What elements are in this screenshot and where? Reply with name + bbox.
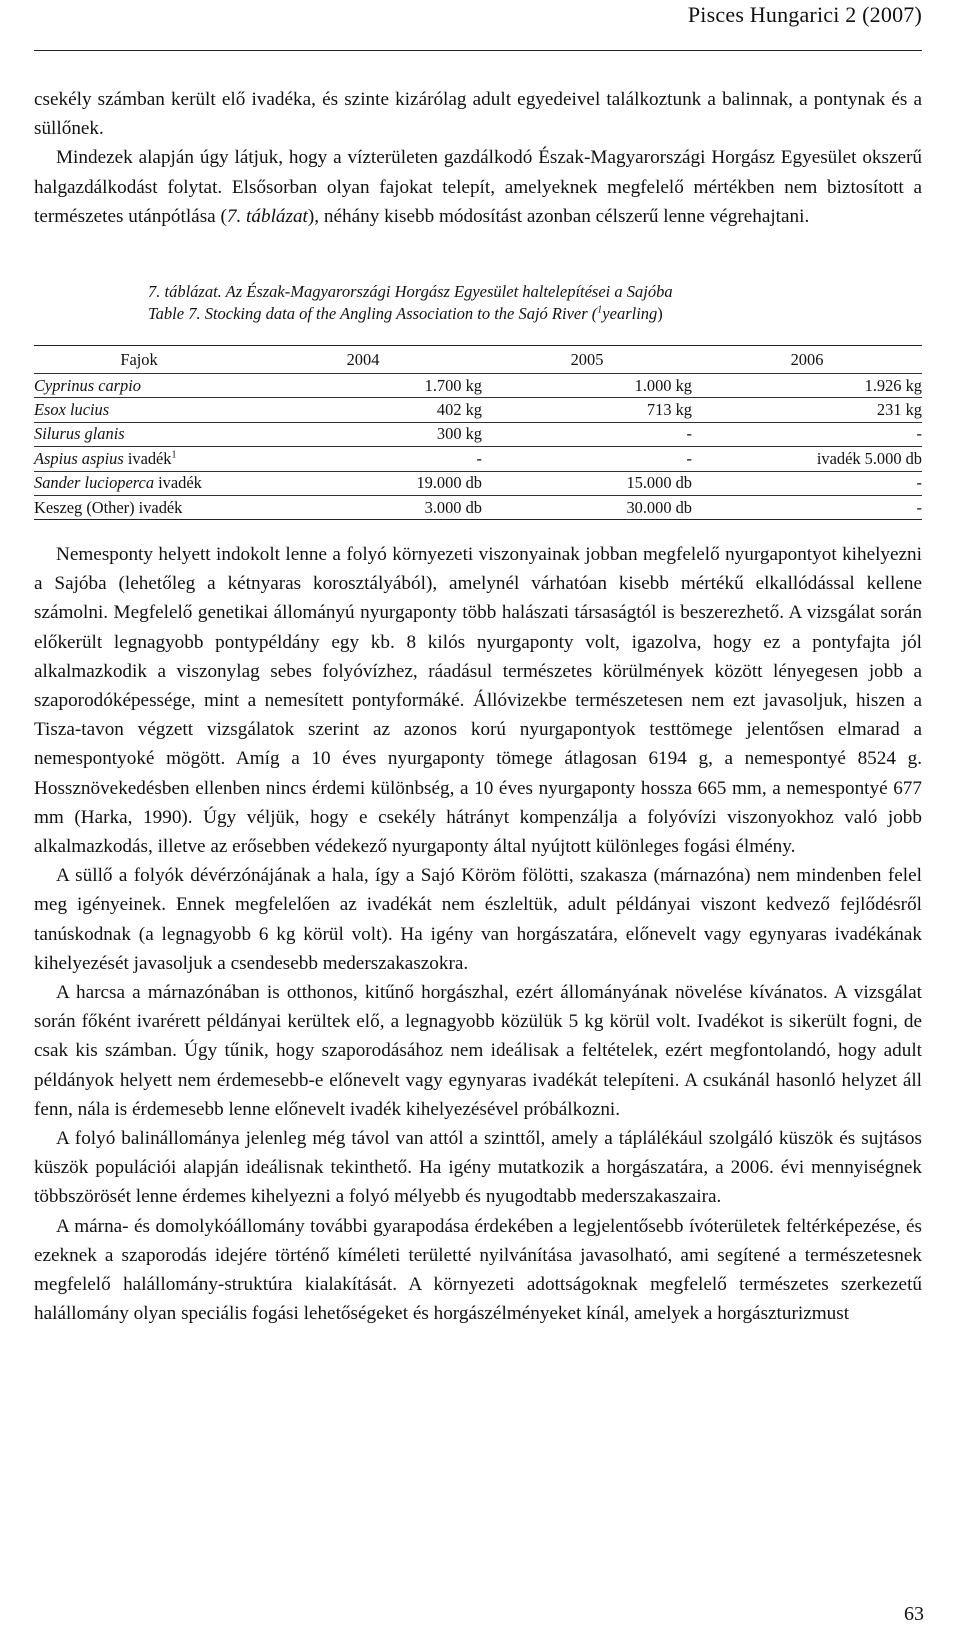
header-2004: 2004 bbox=[244, 346, 482, 374]
species-cell bbox=[34, 374, 244, 398]
species-name: Esox lucius bbox=[34, 400, 110, 420]
species-name: Sander lucioperca bbox=[34, 473, 155, 493]
value-2005: 713 kg bbox=[482, 398, 692, 422]
header-2006: 2006 bbox=[692, 346, 922, 374]
value-2004: 300 kg bbox=[244, 422, 482, 446]
species-cell bbox=[34, 495, 244, 519]
species-cell bbox=[34, 447, 244, 471]
header-species: Fajok bbox=[34, 346, 244, 374]
value-2004: 3.000 db bbox=[424, 497, 482, 517]
table-row bbox=[34, 422, 922, 446]
value-2006: - bbox=[692, 471, 922, 495]
intro-paragraph-2 bbox=[34, 143, 922, 231]
value-2006: - bbox=[692, 422, 922, 446]
value-2005: 1.000 kg bbox=[482, 374, 692, 398]
table-row bbox=[34, 374, 922, 398]
species-cell bbox=[34, 422, 244, 446]
species-cell bbox=[34, 471, 244, 495]
table-row bbox=[34, 471, 922, 495]
caption-en-yearling: yearling bbox=[602, 304, 658, 323]
species-name: Aspius aspius bbox=[34, 448, 124, 468]
main-text bbox=[34, 540, 922, 1328]
value-2006: - bbox=[916, 497, 922, 517]
species-suffix: Keszeg (Other) ivadék bbox=[34, 497, 183, 517]
value-2005: 15.000 db bbox=[482, 471, 692, 495]
intro-paragraph-2-text-a: Mindezek alapján úgy látjuk, hogy a vízterületen gazdálkodó Észak-Magyarországi Horgász Egyesület okszerű halgazdálkodást folytat. Elsősorban olyan fajokat telepít, amelyeknek megfelelő mértékben nem biztosított a természetes utánpótlása ( bbox=[34, 147, 922, 227]
species-superscript: 1 bbox=[171, 449, 177, 461]
table-header-row bbox=[34, 346, 922, 374]
species-suffix: ivadék bbox=[123, 448, 172, 468]
paragraph-harcsa: A harcsa a márnazónában is otthonos, kitűnő horgászhal, ezért állományának növelése kívánatos. A vizsgálat során főként ivarérett példányai kerültek elő, a legnagyobb közülük 5 kg körül volt. Ivadékot is sikerült fogni, de csak kis számban. Úgy tűnik, hogy szaporodásához nem ideálisak a feltételek, ezért megfontolandó, hogy adult példányok helyett nem érdemesebb-e előnevelt vagy egynyaras ivadékát telepíteni. A csukánál hasonló helyzet áll fenn, nála is érdemesebb lenne előnevelt ivadék kihelyezésével próbálkozni. bbox=[34, 982, 922, 1120]
value-2004: 19.000 db bbox=[244, 471, 482, 495]
page-number: 63 bbox=[904, 1603, 924, 1625]
paragraph-nyurgaponty: Nemesponty helyett indokolt lenne a folyó környezeti viszonyainak jobban megfelelő nyurgapontyot kihelyezni a Sajóba (lehetőleg a kétnyaras korosztályából), amelynél várhatóan kisebb mértékű elkallódással kellene számolni. Megfelelő genetikai állományú nyurgaponty több halászati társaságtól is beszerezhető. A vizsgálat során előkerült legnagyobb pontypéldány egy kb. 8 kilós nyurgaponty volt, igazolva, hogy ez a pontyfajta jól alkalmazkodik a viszonylag sebes folyóvízhez, ráadásul természetes körülmények között lényegesen jobb a szaporodóképessége, mint a nemesített pontyformáké. Állóvizekbe természetesen nem ezt javasoljuk, hiszen a Tisza-tavon végzett vizsgálatok szerint az azonos korú nyurgapontyok testtömege jelentősen elmarad a nemespontyoké mögött. Amíg a 10 éves nyurgaponty tömege átlagosan 6194 g, a nemespontyé 8524 g. Hossznövekedésben ellenben nincs érdemi különbség, a 10 éves nyurgaponty hossza 665 mm, a nemespontyé 677 mm (Harka, 1990). Úgy véljük, hogy e csekély hátrányt kompenzálja a folyóvízi viszonyokhoz való jobb alkalmazkodás, illetve az erősebben védekező nyurgaponty által nyújtott különleges fogási élmény. bbox=[34, 544, 922, 858]
value-2004: - bbox=[244, 447, 482, 471]
value-2005: 30.000 db bbox=[626, 497, 692, 517]
running-head: Pisces Hungarici 2 (2007) bbox=[687, 2, 922, 27]
intro-paragraph-2-text-b: ), néhány kisebb módosítást azonban célszerű lenne végrehajtani. bbox=[307, 205, 810, 227]
table-caption-english bbox=[148, 304, 663, 324]
species-name: Cyprinus carpio bbox=[34, 375, 141, 395]
table-row bbox=[34, 398, 922, 422]
paragraph-marna: A márna- és domolykóállomány további gyarapodása érdekében a legjelentősebb ívóterületek feltérképezése, és ezeknek a szaporodás idejére történő kíméleti területté nyilvánítása javasolható, ami segítené a természetesnek megfelelő halállomány-struktúra kialakítását. A környezeti adottságoknak megfelelő természetes szerkezetű halállomány olyan speciális fogási lehetőségeket és horgászélményeket kínál, amelyek a horgászturizmust bbox=[34, 1215, 922, 1325]
value-2006: 231 kg bbox=[692, 398, 922, 422]
caption-en-superscript: 1 bbox=[597, 304, 603, 316]
paragraph-balin: A folyó balinállománya jelenleg még távol van attól a szinttől, amely a táplálékául szolgáló küszök és sujtásos küszök populációi alapján ideálisnak tekinthető. Ha igény mutatkozik a horgászatára, a 2006. évi mennyiségnek többszörösét lenne érdemes kihelyezni a folyó mélyebb és nyugodtabb mederszakaszaira. bbox=[34, 1128, 922, 1208]
table-caption-hungarian: 7. táblázat. Az Észak-Magyarországi Horgász Egyesület haltelepítései a Sajóba bbox=[148, 282, 673, 301]
table-row bbox=[34, 447, 922, 471]
value-2004: 402 kg bbox=[244, 398, 482, 422]
table-reference: 7. táblázat bbox=[226, 205, 308, 227]
value-2005: - bbox=[482, 422, 692, 446]
caption-en-close: ) bbox=[657, 304, 663, 323]
caption-en-text-a: Table 7. Stocking data of the Angling Association to the Sajó River ( bbox=[148, 304, 598, 323]
header-2005: 2005 bbox=[482, 346, 692, 374]
species-suffix: ivadék bbox=[154, 473, 202, 493]
header-rule bbox=[34, 50, 922, 51]
value-2004: 1.700 kg bbox=[244, 374, 482, 398]
value-2005: - bbox=[482, 447, 692, 471]
table-row bbox=[34, 495, 922, 519]
intro-paragraph-1: csekély számban került elő ivadéka, és szinte kizárólag adult egyedeivel találkoztunk a balinnak, a pontynak és a süllőnek. bbox=[34, 89, 922, 140]
intro-text bbox=[34, 85, 922, 231]
value-2006: 1.926 kg bbox=[692, 374, 922, 398]
species-name: Silurus glanis bbox=[34, 424, 125, 444]
stocking-table-container bbox=[34, 345, 922, 520]
stocking-table bbox=[34, 345, 922, 520]
species-cell bbox=[34, 398, 244, 422]
value-2006: ivadék 5.000 db bbox=[692, 447, 922, 471]
paragraph-sullo: A süllő a folyók dévérzónájának a hala, így a Sajó Köröm fölötti, szakasza (márnazóna) nem mindenben felel meg igényeinek. Ennek megfelelően az ivadékát nem észleltük, adult példányai viszont kedvező fejlődésről tanúskodnak (a legnagyobb 6 kg körül volt). Ha igény van horgászatára, előnevelt vagy egynyaras ivadékának kihelyezését javasoljuk a csendesebb mederszakaszokra. bbox=[34, 865, 922, 974]
